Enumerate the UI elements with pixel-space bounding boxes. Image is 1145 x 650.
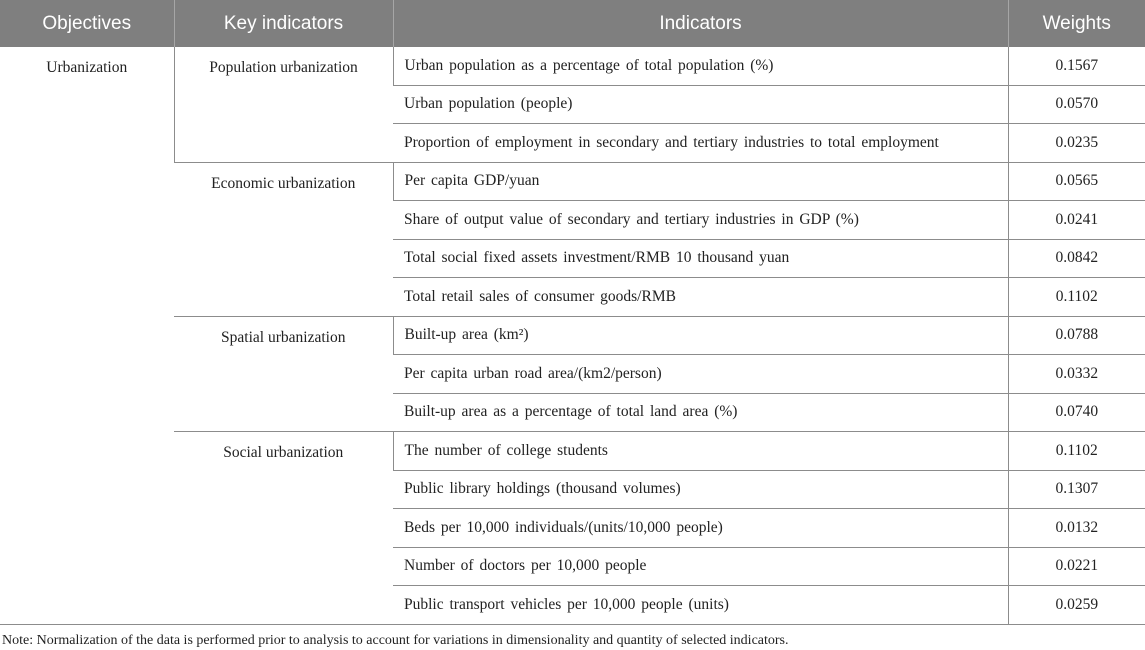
weight-cell: 0.1567 (1008, 47, 1145, 85)
key-indicator-cell: Economic urbanization (174, 162, 393, 316)
indicator-text: Number of doctors per 10,000 people (404, 557, 647, 575)
key-indicator-cell: Population urbanization (174, 47, 393, 162)
indicator-cell (393, 586, 1008, 625)
indicator-cell (393, 355, 1008, 394)
indicator-text: Proportion of employment in secondary and tertiary industries to total employment (404, 133, 939, 151)
weight-cell: 0.0221 (1008, 547, 1145, 586)
indicator-text: Urban population (people) (404, 95, 573, 113)
weight-cell: 0.0132 (1008, 509, 1145, 548)
indicator-cell (393, 470, 1008, 509)
weight-cell: 0.0740 (1008, 393, 1145, 432)
indicator-cell (393, 509, 1008, 548)
weight-cell: 0.0241 (1008, 201, 1145, 240)
header-row (0, 0, 1145, 47)
weight-cell: 0.0842 (1008, 239, 1145, 278)
indicator-text: Beds per 10,000 individuals/(units/10,000 people) (404, 518, 723, 536)
table-row (0, 47, 1145, 85)
indicator-text: Urban population as a percentage of total population (%) (404, 56, 774, 74)
indicator-cell (393, 47, 1008, 85)
indicator-cell (393, 162, 1008, 201)
indicator-cell (393, 432, 1008, 471)
indicator-text: Built-up area (km²) (404, 326, 529, 344)
key-indicator-cell: Social urbanization (174, 432, 393, 625)
indicator-text: Built-up area as a percentage of total land area (%) (404, 403, 738, 421)
indicator-cell (393, 239, 1008, 278)
indicator-text: Share of output value of secondary and tertiary industries in GDP (%) (404, 210, 859, 228)
header-indicators: Indicators (393, 0, 1008, 47)
indicator-cell (393, 85, 1008, 124)
indicator-text: Per capita urban road area/(km2/person) (404, 364, 662, 382)
weight-cell: 0.0259 (1008, 586, 1145, 625)
indicator-text: Per capita GDP/yuan (404, 172, 540, 190)
indicator-cell (393, 316, 1008, 355)
indicator-cell (393, 393, 1008, 432)
indicator-cell (393, 547, 1008, 586)
indicator-cell (393, 278, 1008, 317)
indicator-cell (393, 201, 1008, 240)
weight-cell: 0.1307 (1008, 470, 1145, 509)
weight-cell: 0.0788 (1008, 316, 1145, 355)
weight-cell: 0.1102 (1008, 278, 1145, 317)
indicator-text: The number of college students (404, 441, 608, 459)
weight-cell: 0.0565 (1008, 162, 1145, 201)
indicator-text: Public library holdings (thousand volumes) (404, 480, 681, 498)
indicator-text: Public transport vehicles per 10,000 people (units) (404, 595, 729, 613)
weight-cell: 0.1102 (1008, 432, 1145, 471)
indicator-cell (393, 124, 1008, 163)
weight-cell: 0.0235 (1008, 124, 1145, 163)
header-weights: Weights (1008, 0, 1145, 47)
indicator-text: Total social fixed assets investment/RMB 10 thousand yuan (404, 249, 790, 267)
weight-cell: 0.0332 (1008, 355, 1145, 394)
indicator-text: Total retail sales of consumer goods/RMB (404, 287, 676, 305)
table-body (0, 47, 1145, 624)
header-key-indicators: Key indicators (174, 0, 393, 47)
key-indicator-cell: Spatial urbanization (174, 316, 393, 432)
header-objectives: Objectives (0, 0, 174, 47)
objective-cell: Urbanization (0, 47, 174, 624)
weight-cell: 0.0570 (1008, 85, 1145, 124)
table-note: Note: Normalization of the data is performed prior to analysis to account for variations in dimensionality and quantity of selected indicators. (2, 633, 789, 648)
